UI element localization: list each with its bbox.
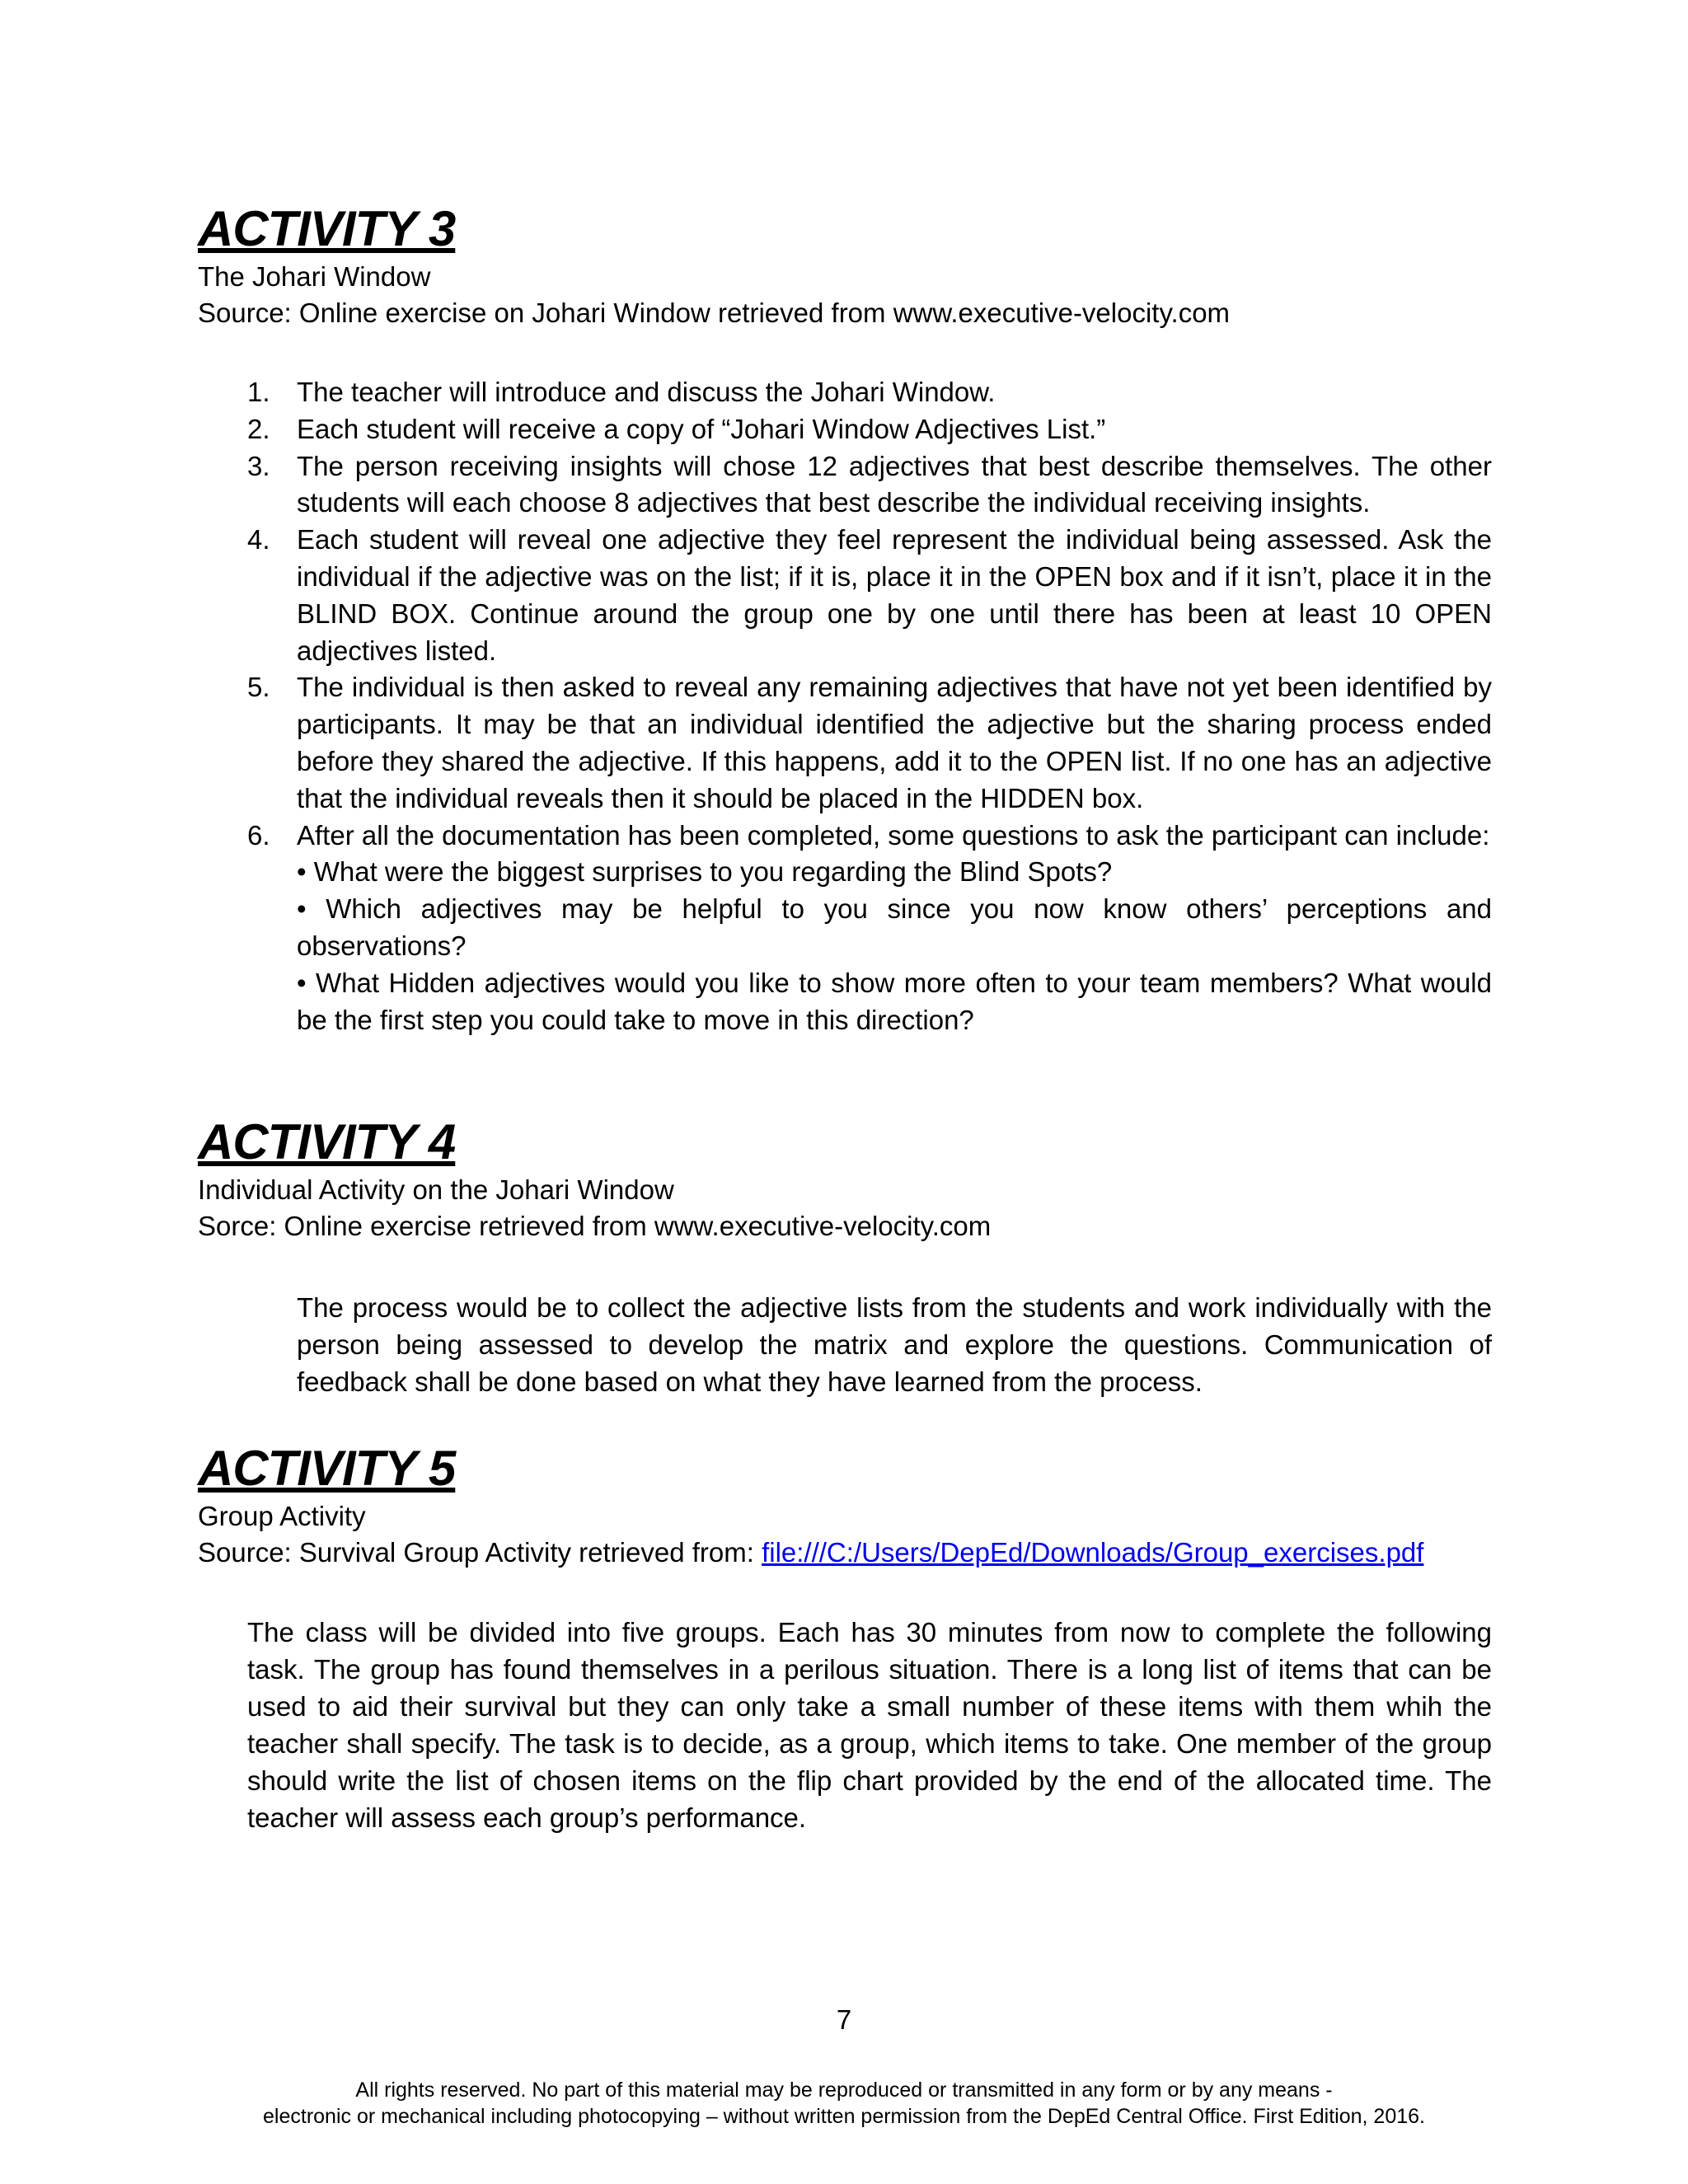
list-item (198, 411, 1492, 448)
footer-line-2: electronic or mechanical including photocopying – without written permission from the DepEd Central Office. First Edition, 2016. (263, 2105, 1425, 2128)
activity-4-heading: ACTIVITY 4 (198, 1114, 456, 1169)
activity-4-source: Sorce: Online exercise retrieved from www.executive-velocity.com (198, 1211, 992, 1241)
activity-5-header (198, 1439, 1492, 1571)
page-number: 7 (836, 2004, 852, 2035)
list-item-text: The teacher will introduce and discuss the Johari Window. (297, 377, 996, 407)
list-item (198, 448, 1492, 523)
list-item-number: 1. (247, 377, 270, 407)
copyright-footer (0, 2077, 1688, 2130)
activity-4-body: The process would be to collect the adjective lists from the students and work individually with the person being assessed to develop the matrix and explore the questions. Communication of feedback shall be done based on what they have learned from the process. (297, 1292, 1492, 1397)
question-bullet: • What were the biggest surprises to you regarding the Blind Spots? (297, 856, 1113, 888)
activity-5-source (198, 1535, 1492, 1571)
activity-3-steps (198, 374, 1492, 1038)
list-item (198, 522, 1492, 669)
activity-5-body: The class will be divided into five groups. Each has 30 minutes from now to complete the following task. The group has found themselves in a perilous situation. There is a long list of items that can be used to aid their survival but they can only take a small number of these items with them whih the teacher shall specify. The task is to decide, as a group, which items to take. One member of the group should write the list of chosen items on the flip chart provided by the end of the allocated time. The teacher will assess each group’s performance. (247, 1617, 1492, 1833)
list-item-number: 6. (247, 819, 270, 851)
list-item-number: 4. (247, 524, 270, 555)
list-item-text: The individual is then asked to reveal any remaining adjectives that have not yet been identified by participants. It may be that an individual identified the adjective but the sharing process ended before they shared the adjective. If this happens, add it to the OPEN list. If no one has an adjective that the individual reveals then it should be placed in the HIDDEN box. (297, 672, 1492, 813)
activity-5-subtitle: Group Activity (198, 1501, 366, 1531)
list-item-text: Each student will receive a copy of “Johari Window Adjectives List.” (297, 413, 1106, 444)
list-item-text: After all the documentation has been completed, some questions to ask the participant can include: (297, 819, 1490, 851)
activity-4-subtitle: Individual Activity on the Johari Window (198, 1174, 674, 1205)
activity-4-header (198, 1113, 1492, 1244)
activity-5-heading: ACTIVITY 5 (198, 1441, 456, 1496)
list-item (198, 374, 1492, 411)
list-item-number: 2. (247, 413, 270, 444)
group-exercises-link[interactable]: file:///C:/Users/DepEd/Downloads/Group_exercises.pdf (762, 1537, 1424, 1568)
list-item (198, 669, 1492, 817)
activity-5-source-label: Source: Survival Group Activity retrieved from: (198, 1537, 762, 1568)
list-item-text: Each student will reveal one adjective they feel represent the individual being assessed. Ask the individual if the adjective was on the list; if it is, place it in the OPEN box and if it isn’t, place it in the BLIND BOX. Continue around the group one by one until there has been at least 10 OPEN adjectives listed. (297, 524, 1492, 666)
activity-3-header (198, 199, 1492, 331)
footer-line-1: All rights reserved. No part of this material may be reproduced or transmitted in any form or by any means - (355, 2079, 1333, 2102)
list-item (198, 818, 1492, 1039)
activity-3-source: Source: Online exercise on Johari Window retrieved from www.executive-velocity.com (198, 298, 1231, 328)
activity-3-subtitle: The Johari Window (198, 261, 431, 292)
list-item-number: 3. (247, 450, 270, 481)
list-item-text: The person receiving insights will chose 12 adjectives that best describe themselves. The other students will each choose 8 adjectives that best describe the individual receiving insights. (297, 450, 1492, 518)
list-item-number: 5. (247, 672, 270, 703)
question-bullet: • What Hidden adjectives would you like to show more often to your team members? What would be the first step you could take to move in this direction? (297, 967, 1492, 1035)
question-bullet: • Which adjectives may be helpful to you since you now know others’ perceptions and observations? (297, 893, 1492, 961)
activity-3-heading: ACTIVITY 3 (198, 201, 456, 256)
